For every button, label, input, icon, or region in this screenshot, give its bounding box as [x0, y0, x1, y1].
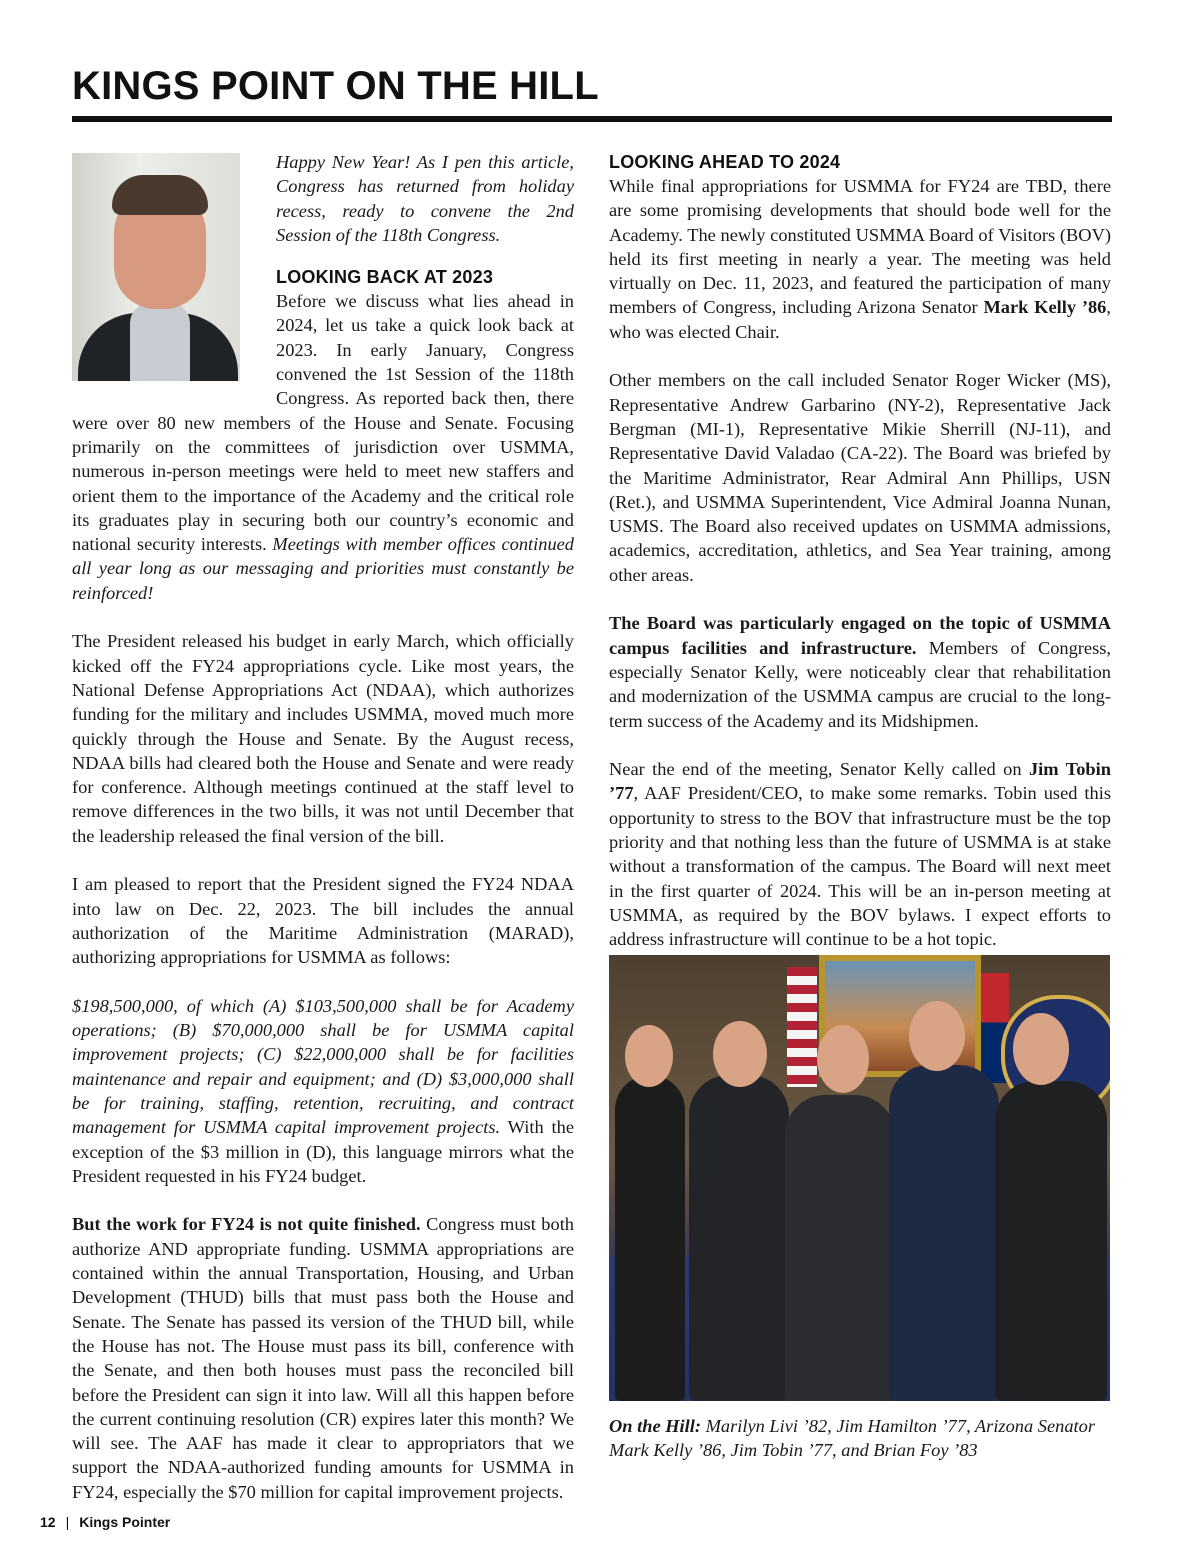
right-column	[609, 150, 1111, 976]
person-4	[889, 1065, 999, 1401]
photo-caption: On the Hill: Marilyn Livi ’82, Jim Hamilton ’77, Arizona Senator Mark Kelly ’86, Jim Tobin ’77, and Brian Foy ’83	[609, 1416, 1095, 1460]
us-flag	[787, 967, 817, 1087]
person-2	[689, 1075, 789, 1401]
publication-name: Kings Pointer	[79, 1514, 171, 1530]
group-photo	[609, 955, 1110, 1401]
title-rule	[72, 116, 1112, 122]
paragraph-fy24-work: But the work for FY24 is not quite finished. Congress must both authorize AND appropriate funding. USMMA appropriations are contained within the annual Transportation, Housing, and Urban Development (THUD) bills that must pass both the House and Senate. The Senate has passed its version of the THUD bill, while the House has not. The House must pass its bill, conference with the Senate, and then both houses must pass the reconciled bill before the President can sign it into law. Will all this happen before the current continuing resolution (CR) expires later this month? We will see. The AAF has made it clear to appropriators that we support the NDAA-authorized funding amounts for USMMA in FY24, especially the $70 million for capital improvement projects.	[72, 1214, 574, 1502]
paragraph-appropriations: $198,500,000, of which (A) $103,500,000 shall be for Academy operations; (B) $70,000,000 shall be for USMMA capital improvement projects; (C) $22,000,000 shall be for facilities maintenance and repair and equipment; and (D) $3,000,000 shall be for training, staffing, retention, recruiting, and contract management for USMMA capital improvement projects. With the exception of the $3 million in (D), this language mirrors what the President requested in his FY24 budget.	[72, 995, 574, 1186]
footer-separator: |	[65, 1514, 70, 1530]
paragraph-budget: The President released his budget in early March, which officially kicked off the FY24 appropriations cycle. Like most years, the National Defense Appropriations Act (NDAA), which authorizes funding for the military and includes USMMA, moved much more quickly through the House and Senate. By the August recess, NDAA bills had cleared both the House and Senate and were ready for conference. Although meetings continued at the staff level to remove differences in the two bills, it was not until December that the leadership released the final version of the bill.	[72, 631, 574, 846]
paragraph-members: Other members on the call included Senator Roger Wicker (MS), Representative Andrew Garbarino (NY-2), Representative Jack Bergman (MI-1), Representative Mikie Sherrill (NJ-11), and Representative David Valadao (CA-22). The Board was briefed by the Maritime Administrator, Rear Admiral Ann Phillips, USN (Ret.), and USMMA Superintendent, Vice Admiral Joanna Nunan, USMS. The Board also received updates on USMMA admissions, academics, accreditation, athletics, and Sea Year training, among other areas.	[609, 370, 1111, 585]
intro-paragraph: Happy New Year! As I pen this article, Congress has returned from holiday recess, ready to convene the 2nd Session of the 118th Congress.	[276, 152, 574, 245]
page-title: KINGS POINT ON THE HILL	[72, 64, 599, 108]
left-column	[72, 150, 574, 1528]
page-footer	[40, 1514, 170, 1530]
person-5	[995, 1081, 1107, 1401]
author-portrait	[72, 153, 240, 381]
person-1	[615, 1075, 685, 1401]
paragraph-tobin: Near the end of the meeting, Senator Kelly called on Jim Tobin ’77, AAF President/CEO, to make some remarks. Tobin used this opportunity to stress to the BOV that infrastructure must be the top priority and that nothing less than the future of USMMA is at stake without a transformation of the campus. The Board will next meet in the first quarter of 2024. This will be an in-person meeting at USMMA, as required by the BOV bylaws. I expect efforts to address infrastructure will continue to be a hot topic.	[609, 759, 1111, 950]
person-3	[785, 1095, 895, 1401]
section-heading-looking-ahead: LOOKING AHEAD TO 2024	[609, 152, 841, 172]
page-number: 12	[40, 1514, 56, 1530]
paragraph-board-engaged: The Board was particularly engaged on the topic of USMMA campus facilities and infrastructure. Members of Congress, especially Senator Kelly, were noticeably clear that rehabilitation and modernization of the USMMA campus are crucial to the long-term success of the Academy and its Midshipmen.	[609, 613, 1112, 731]
paragraph-looking-back: Before we discuss what lies ahead in 2024, let us take a quick look back at 2023. In early January, Congress convened the 1st Session of the 118th Congress. As reported back then, there were over 80 new members of the House and Senate. Focusing primarily on the committees of jurisdiction over USMMA, numerous in-person meetings were held to meet new staffers and orient them to the importance of the Academy and the critical role its graduates play in securing both our country’s economic and national security interests. Meetings with member offices continued all year long as our messaging and priorities must constantly be reinforced!	[72, 291, 575, 603]
paragraph-ndaa: I am pleased to report that the President signed the FY24 NDAA into law on Dec. 22, 2023. The bill includes the annual authorization of the Maritime Administration (MARAD), authorizing appropriations for USMMA as follows:	[72, 874, 574, 968]
paragraph-looking-ahead: While final appropriations for USMMA for FY24 are TBD, there are some promising developments that should bode well for the Academy. The newly constituted USMMA Board of Visitors (BOV) held its first meeting in nearly a year. The meeting was held virtually on Dec. 11, 2023, and featured the participation of many members of Congress, including Arizona Senator Mark Kelly ’86, who was elected Chair.	[609, 176, 1111, 342]
section-heading-looking-back: LOOKING BACK AT 2023	[276, 267, 494, 288]
